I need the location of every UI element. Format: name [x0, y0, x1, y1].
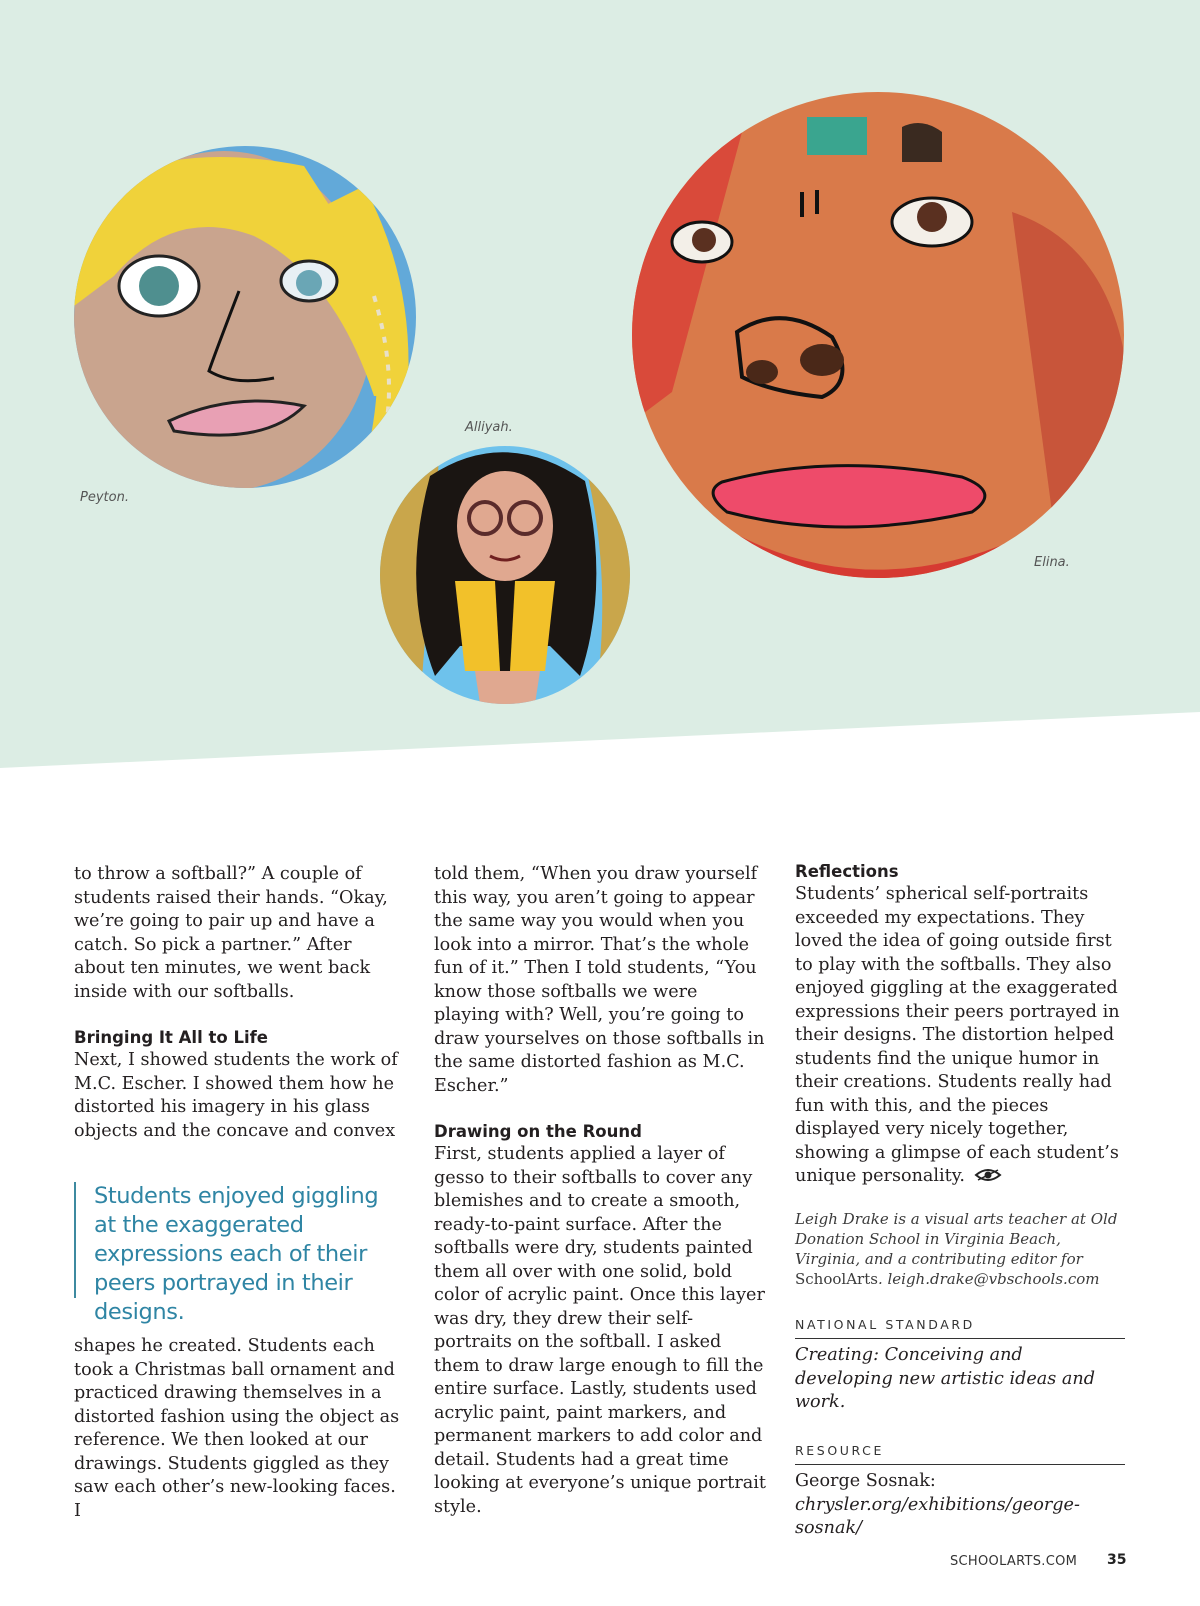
resource-link[interactable]: chrysler.org/exhibitions/george-sosnak/ [795, 1494, 1080, 1538]
page-number: 35 [1107, 1552, 1127, 1568]
reflections-text: Students’ spherical self-portraits exceeded my expectations. They loved the idea of going outside first to play with the softballs. They also enjoyed giggling at the exaggerated expressions their peers portrayed in their designs. The distortion helped students find the unique humor in their creations. Students really had fun with this, and the pieces displayed very nicely together, showing a glimpse of each student’s unique personality. [795, 884, 1120, 1186]
footer-site[interactable]: SCHOOLARTS.COM [950, 1554, 1078, 1569]
pull-quote-text: Students enjoyed giggling at the exaggerated expressions each of their peers portrayed in their designs. [94, 1183, 379, 1325]
column-1-continued [74, 1335, 404, 1523]
caption-elina: Elina. [1034, 555, 1070, 570]
peyton-softball-image [74, 146, 416, 488]
national-standard-text: Creating: Conceiving and developing new artistic ideas and work. [795, 1345, 1095, 1412]
caption-peyton: Peyton. [80, 490, 129, 505]
alliyah-softball-image [380, 446, 630, 704]
column-2 [434, 863, 768, 1519]
author-bio-text: Leigh Drake is a visual arts teacher at Old Donation School in Virginia Beach, Virginia, and a contributing editor for [795, 1209, 1118, 1268]
heading-bringing-it-all-to-life: Bringing It All to Life [74, 1028, 268, 1047]
national-standard-label: NATIONAL STANDARD [795, 1313, 1125, 1340]
resource-name: George Sosnak: [795, 1471, 936, 1491]
resource-entry [795, 1470, 1125, 1541]
column-1 [74, 863, 404, 1143]
author-bio-email: . leigh.drake@vbschools.com [877, 1269, 1100, 1288]
elina-face-drawing [632, 92, 1124, 578]
column-1-paragraph-2: Next, I showed students the work of M.C. Escher. I showed them how he distorted his imagery in his glass objects and the concave and convex [74, 1050, 398, 1141]
column-1-paragraph-3: shapes he created. Students each took a Christmas ball ornament and practiced drawing themselves in a distorted fashion using the object as reference. We then looked at our drawings. Students giggled as they saw each other’s new-looking faces. I [74, 1336, 400, 1521]
resource-label: RESOURCE [795, 1439, 1125, 1466]
heading-reflections: Reflections [795, 862, 899, 881]
heading-drawing-on-the-round: Drawing on the Round [434, 1122, 642, 1141]
column-3 [795, 860, 1125, 1541]
peyton-face-drawing [74, 146, 416, 488]
alliyah-face-drawing [380, 446, 630, 704]
column-2-paragraph-1: told them, “When you draw yourself this way, you aren’t going to appear the same way you would when you look into a mirror. That’s the whole fun of it.” Then I told students, “You know those softballs we were playing with? Well, you’re going to draw yourselves on those softballs in the same distorted fashion as M.C. Escher.” [434, 864, 765, 1096]
column-2-paragraph-2: First, students applied a layer of gesso to their softballs to cover any blemishes and to create a smooth, ready-to-paint surface. After the softballs were dry, students painted them all over with one solid, bold color of acrylic paint. Once this layer was dry, they drew their self-portraits on the softball. I asked them to draw large enough to fill the entire surface. Lastly, students used acrylic paint, paint markers, and permanent markers to add color and detail. Students had a great time looking at everyone’s unique portrait style. [434, 1144, 766, 1517]
author-bio-brand: SchoolArts [795, 1269, 878, 1288]
pull-quote [74, 1182, 406, 1325]
eye-logo-icon [974, 1167, 1002, 1183]
author-bio [795, 1209, 1125, 1289]
column-3-paragraph-1 [795, 883, 1125, 1189]
elina-softball-image [632, 92, 1124, 578]
column-1-paragraph-1: to throw a softball?” A couple of students raised their hands. “Okay, we’re going to pair up and have a catch. So pick a partner.” After about ten minutes, we went back inside with our softballs. [74, 864, 388, 1002]
caption-alliyah: Alliyah. [465, 420, 513, 435]
